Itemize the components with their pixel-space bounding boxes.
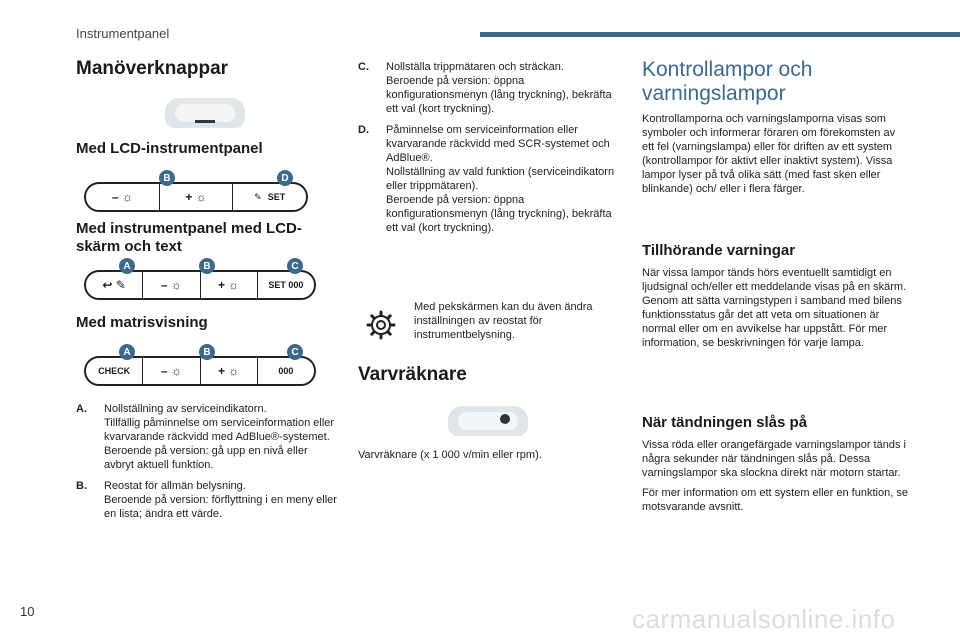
gear-icon xyxy=(366,310,396,340)
dim-minus-button[interactable]: – ☼ xyxy=(143,272,200,298)
set-label: SET xyxy=(267,192,286,202)
definition-list-left xyxy=(76,402,338,528)
control-strip-lcd xyxy=(84,182,308,212)
touchscreen-note: Med pekskärmen kan du även ändra inställningen av reostat för instrumentbelysning. xyxy=(414,301,593,341)
reset-000-button[interactable]: 000 xyxy=(278,366,294,376)
badge-a: A xyxy=(119,344,135,360)
dim-plus-button[interactable]: + ☼ xyxy=(201,272,258,298)
set-button[interactable]: ✎ SET xyxy=(254,191,286,202)
definition-item: D. Påminnelse om serviceinformation eller kvarvarande räckvidd med SCR-systemet och AdBlue®. Nollställning av vald funktion (serviceindikatorn eller trippmätaren). Beroende på version: öppna konfigurationsmenyn (lång tryckning), bekräfta ett val (kort tryckning). xyxy=(358,124,615,234)
heading-lcd: Med LCD-instrumentpanel xyxy=(76,140,263,157)
set-000-button[interactable]: SET 000 xyxy=(268,280,304,290)
badge-c: C xyxy=(287,344,303,360)
header-bar xyxy=(480,32,960,37)
warning-intro: Kontrollamporna och varningslamporna visas som symboler och informerar föraren om förekomsten av ett fel (varningslampa) eller för driften av ett system (kontrollampor för aktivt eller inaktivt system). Vissa lampor lyser på två olika sätt (med fast sken eller blinkande) och/ eller i flera färger. xyxy=(642,113,896,195)
heading-ignition-on: När tändningen slås på xyxy=(642,414,808,431)
page-number: 10 xyxy=(20,604,35,619)
back-wrench-button[interactable]: ↩ ✎ xyxy=(86,272,143,298)
watermark: carmanualsonline.info xyxy=(632,604,896,634)
dim-plus-button[interactable]: + ☼ xyxy=(201,358,258,384)
definition-item: B. Reostat för allmän belysning. Beroende på version: förflyttning i en meny eller en lista; ändra ett värde. xyxy=(76,480,337,520)
heading-lcd-text: Med instrumentpanel med LCD-skärm och text xyxy=(76,220,302,255)
dim-plus-button[interactable]: + ☼ xyxy=(160,184,234,210)
heading-rev-counter: Varvräknare xyxy=(358,364,467,385)
heading-associated-warnings: Tillhörande varningar xyxy=(642,242,796,259)
badge-a: A xyxy=(119,258,135,274)
definition-item: A. Nollställning av serviceindikatorn. Tillfällig påminnelse om serviceinformation eller kvarvarande räckvidd med AdBlue®-systemet. Beroende på version: gå upp en nivå eller avbryt aktuell funktion. xyxy=(76,403,335,471)
badge-c: C xyxy=(287,258,303,274)
badge-b: B xyxy=(159,170,175,186)
dim-minus-button[interactable]: – ☼ xyxy=(143,358,200,384)
badge-d: D xyxy=(277,170,293,186)
heading-warning-lamps: Kontrollampor och varningslampor xyxy=(642,58,813,105)
definition-list-mid xyxy=(358,60,620,242)
associated-warnings-text: När vissa lampor tänds hörs eventuellt samtidigt en ljudsignal och/eller ett meddelande visas på en skärm. Genom att sätta varningstypen i samband med bilens funktionsstatus går det att veta om situationen är normal eller om en avvikelse har uppstått. För mer information, se beskrivningen för varje lampa. xyxy=(642,267,907,349)
rev-counter-text: Varvräknare (x 1 000 v/min eller rpm). xyxy=(358,449,542,461)
section-title: Instrumentpanel xyxy=(76,26,170,41)
heading-matrix: Med matrisvisning xyxy=(76,314,208,331)
check-button[interactable]: CHECK xyxy=(86,358,143,384)
definition-item: C. Nollställa trippmätaren och sträckan. Beroende på version: öppna konfigurationsmenyn (lång tryckning), bekräfta ett val (kort tryckning). xyxy=(358,61,612,115)
cluster-thumbnail xyxy=(165,98,245,128)
dim-minus-button[interactable]: – ☼ xyxy=(86,184,160,210)
control-strip-lcd-text xyxy=(84,270,316,300)
control-strip-matrix xyxy=(84,356,316,386)
badge-b: B xyxy=(199,258,215,274)
rev-counter-thumbnail xyxy=(448,406,528,436)
badge-b: B xyxy=(199,344,215,360)
heading-controls: Manöverknappar xyxy=(76,58,229,79)
ignition-text: Vissa röda eller orangefärgade varningslampor tänds i några sekunder när tändningen slås på. Dessa varningslampor ska slockna direkt när motorn startar. För mer information om ett system eller en funktion, se motsvarande avsnitt. xyxy=(642,439,908,513)
